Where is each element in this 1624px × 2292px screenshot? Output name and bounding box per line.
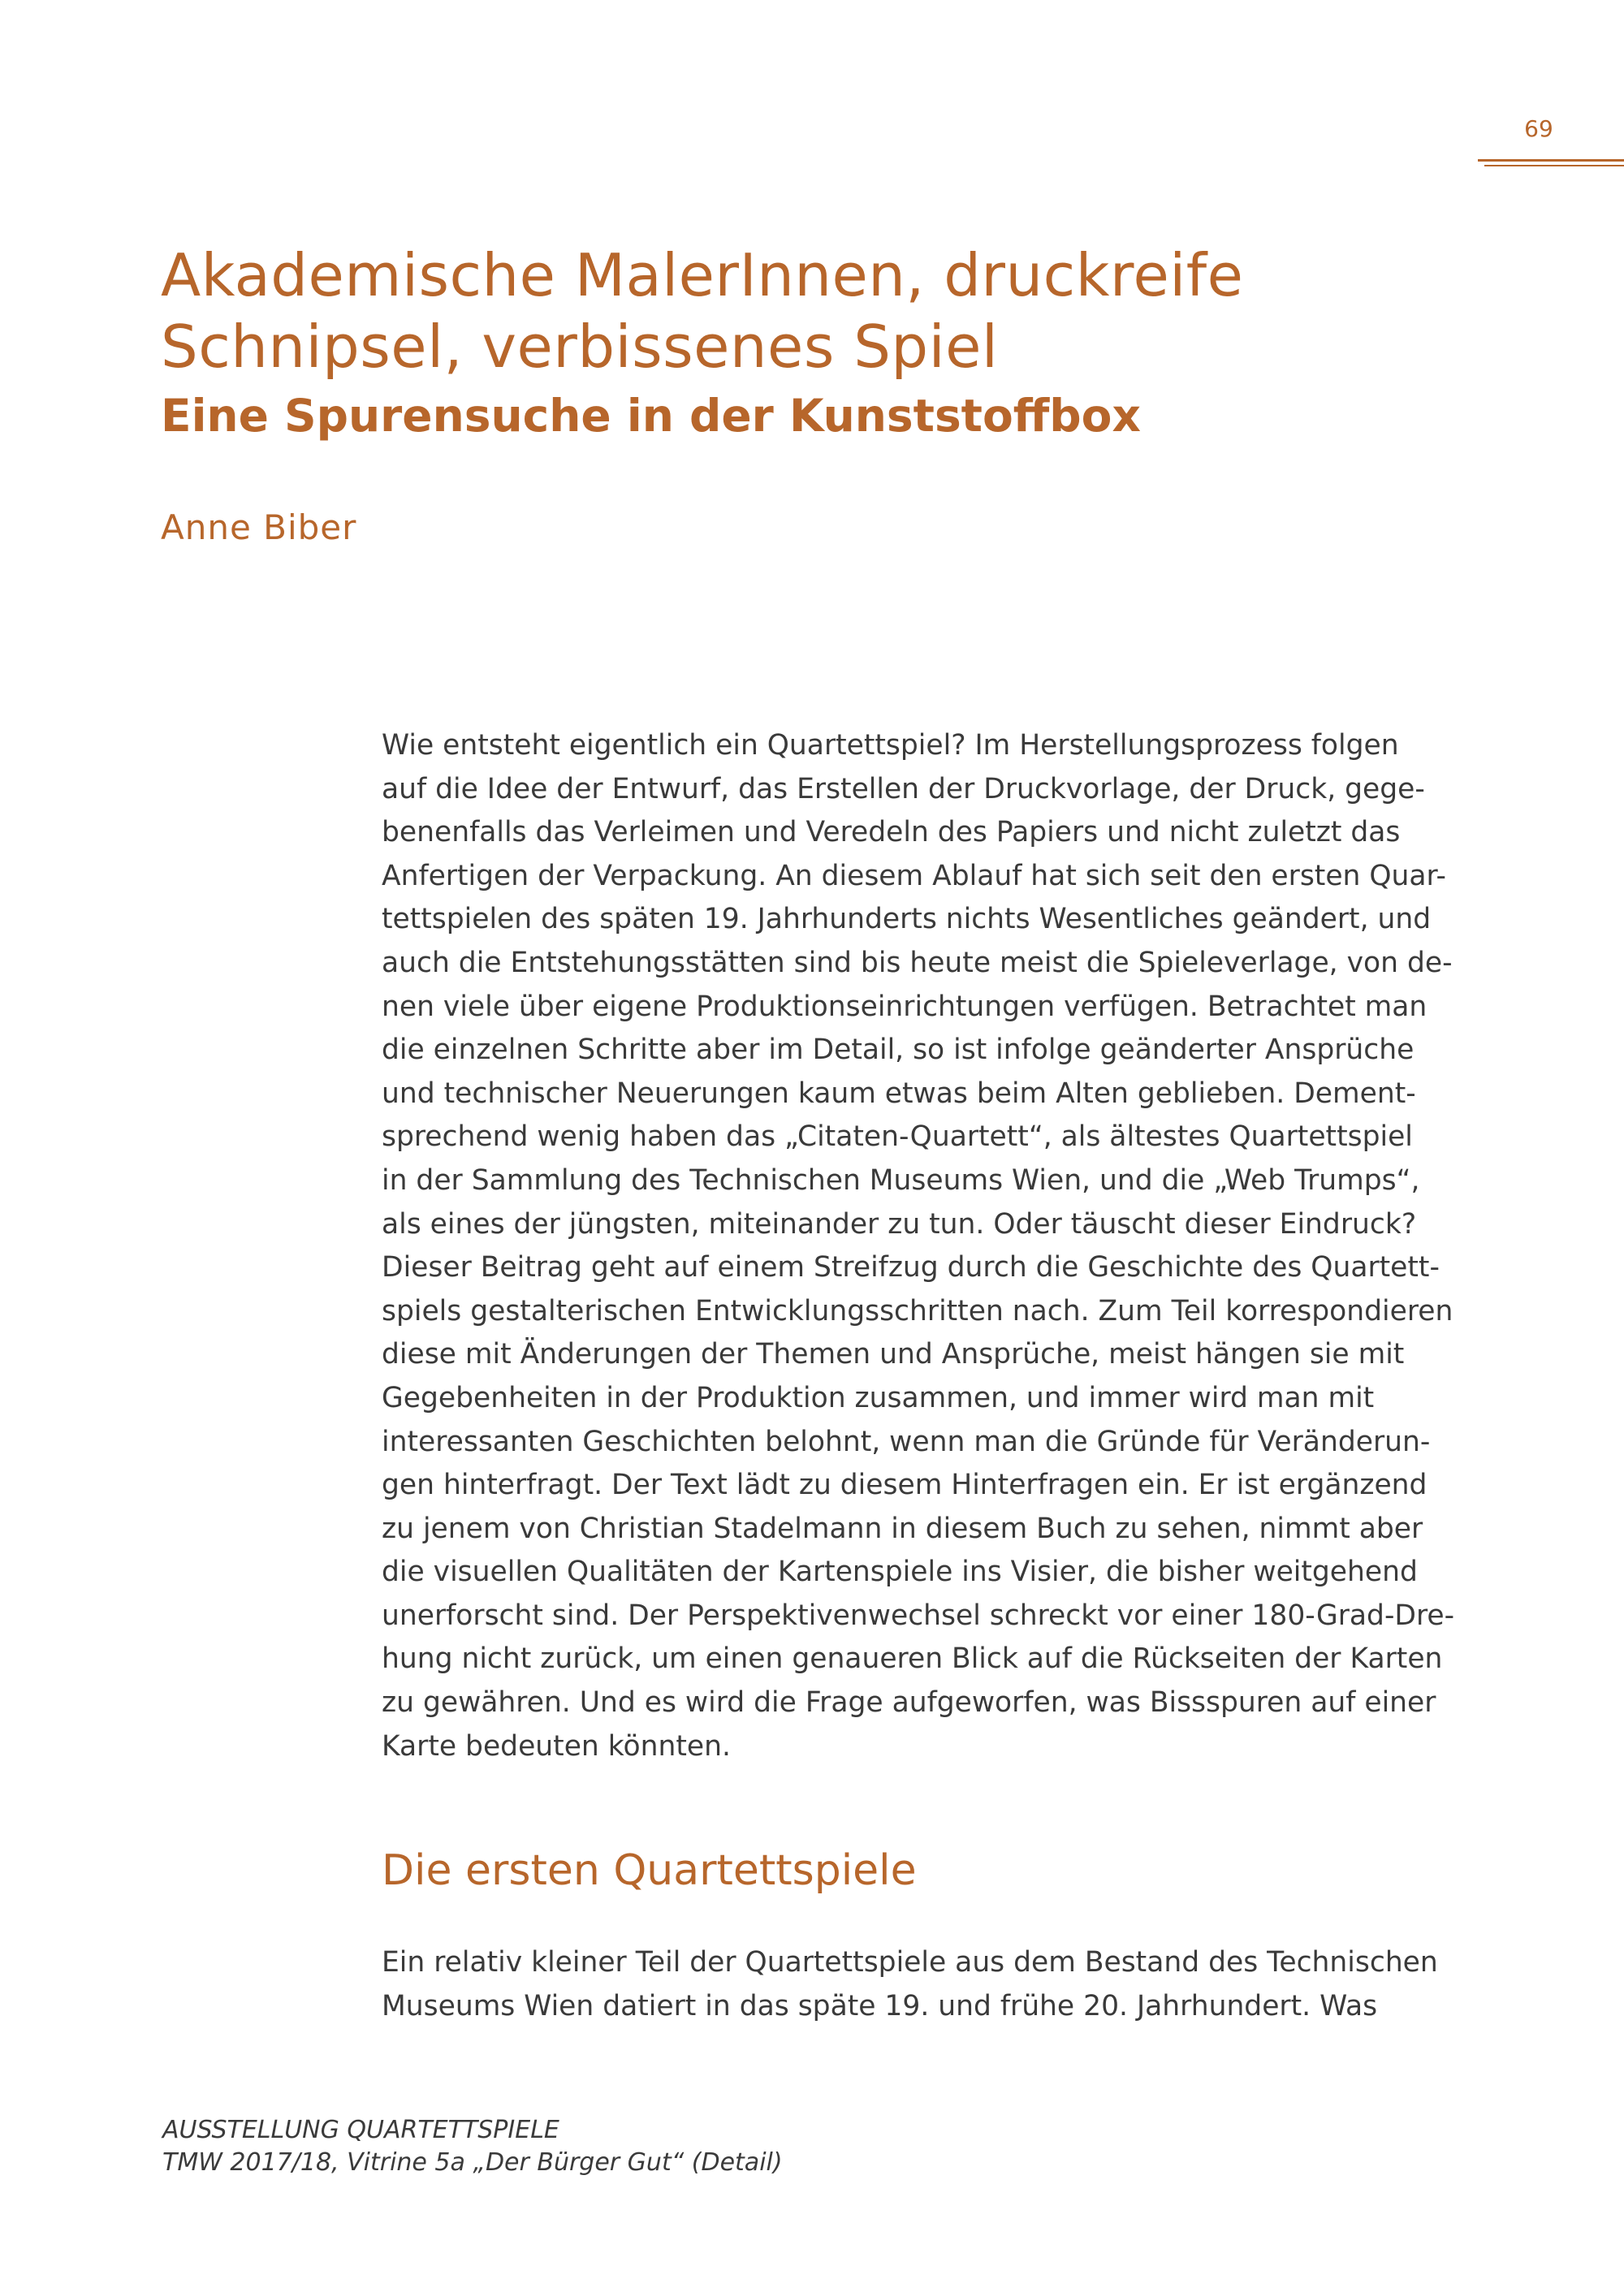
figure-caption bbox=[162, 2114, 783, 2179]
page-number-rule-thin bbox=[1484, 165, 1624, 166]
text-line: die visuellen Qualitäten der Kartenspiele ins Visier, die bisher weitgehend bbox=[382, 1556, 1418, 1589]
text-line: zu gewähren. Und es wird die Frage aufgeworfen, was Bissspuren auf einer bbox=[382, 1686, 1436, 1720]
text-line: in der Sammlung des Technischen Museums Wien, und die „Web Trumps“, bbox=[382, 1163, 1420, 1197]
text-line: Karte bedeuten könnten. bbox=[382, 1729, 731, 1763]
text-line: Dieser Beitrag geht auf einem Streifzug durch die Geschichte des Quartett- bbox=[382, 1251, 1440, 1284]
text-line: unerforscht sind. Der Perspektivenwechsel schreckt vor einer 180-Grad-Dre- bbox=[382, 1599, 1455, 1632]
text-line: Wie entsteht eigentlich ein Quartettspiel? Im Herstellungsprozess folgen bbox=[382, 729, 1399, 762]
intro-paragraph bbox=[382, 724, 1462, 1768]
text-line: und technischer Neuerungen kaum etwas beim Alten geblieben. Dement- bbox=[382, 1077, 1416, 1110]
author-name: Anne Biber bbox=[161, 507, 357, 547]
text-line: Gegebenheiten in der Produktion zusammen, und immer wird man mit bbox=[382, 1381, 1375, 1414]
text-line: Anfertigen der Verpackung. An diesem Ablauf hat sich seit den ersten Quar- bbox=[382, 859, 1446, 892]
page-number-rule bbox=[1478, 159, 1624, 162]
text-line: hung nicht zurück, um einen genaueren Blick auf die Rückseiten der Karten bbox=[382, 1642, 1443, 1676]
caption-detail: TMW 2017/18, Vitrine 5a „Der Bürger Gut“ (Detail) bbox=[162, 2148, 783, 2177]
text-line: als eines der jüngsten, miteinander zu tun. Oder täuscht dieser Eindruck? bbox=[382, 1207, 1417, 1241]
article-title bbox=[161, 240, 1460, 382]
text-line: die einzelnen Schritte aber im Detail, so ist infolge geänderter Ansprüche bbox=[382, 1034, 1415, 1067]
page-number: 69 bbox=[1524, 115, 1553, 142]
text-line: diese mit Änderungen der Themen und Ansprüche, meist hängen sie mit bbox=[382, 1338, 1405, 1371]
text-line: auch die Entstehungsstätten sind bis heute meist die Spieleverlage, von de- bbox=[382, 946, 1453, 979]
text-line: sprechend wenig haben das „Citaten-Quartett“, als ältestes Quartettspiel bbox=[382, 1120, 1413, 1154]
text-line: benenfalls das Verleimen und Veredeln des Papiers und nicht zuletzt das bbox=[382, 816, 1401, 849]
text-line: Ein relativ kleiner Teil der Quartettspiele aus dem Bestand des Technischen bbox=[382, 1946, 1438, 1979]
text-line: auf die Idee der Entwurf, das Erstellen der Druckvorlage, der Druck, gege- bbox=[382, 772, 1425, 805]
text-line: nen viele über eigene Produktionseinrichtungen verfügen. Betrachtet man bbox=[382, 990, 1427, 1023]
title-line: Akademische MalerInnen, druckreife bbox=[161, 241, 1244, 309]
text-line: zu jenem von Christian Stadelmann in diesem Buch zu sehen, nimmt aber bbox=[382, 1512, 1423, 1545]
text-line: gen hinterfragt. Der Text lädt zu diesem Hinterfragen ein. Er ist ergänzend bbox=[382, 1469, 1427, 1502]
caption-title: AUSSTELLUNG QUARTETTSPIELE bbox=[162, 2116, 559, 2144]
article-subtitle: Eine Spurensuche in der Kunststoffbox bbox=[161, 390, 1141, 442]
section-heading: Die ersten Quartettspiele bbox=[382, 1846, 917, 1895]
title-line: Schnipsel, verbissenes Spiel bbox=[161, 313, 999, 381]
section-paragraph bbox=[382, 1941, 1462, 2028]
text-line: Museums Wien datiert in das späte 19. und frühe 20. Jahrhundert. Was bbox=[382, 1989, 1378, 2022]
text-line: interessanten Geschichten belohnt, wenn man die Gründe für Veränderun- bbox=[382, 1425, 1431, 1458]
text-line: tettspielen des späten 19. Jahrhunderts nichts Wesentliches geändert, und bbox=[382, 903, 1432, 936]
text-line: spiels gestalterischen Entwicklungsschritten nach. Zum Teil korrespondieren bbox=[382, 1294, 1453, 1327]
